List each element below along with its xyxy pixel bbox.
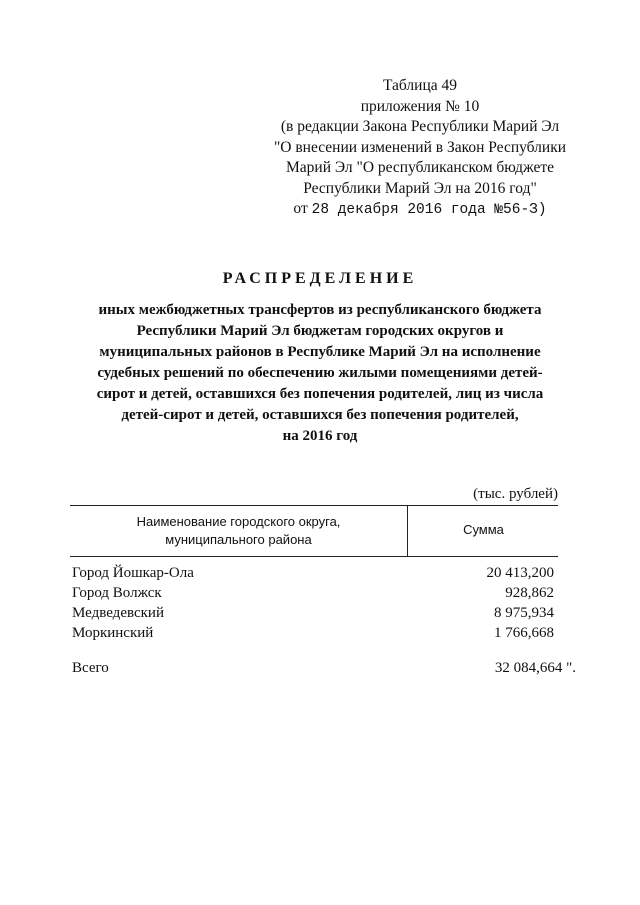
edition-line-1: (в редакции Закона Республики Марий Эл xyxy=(280,118,560,135)
row-sum: 1 766,668 xyxy=(494,625,554,641)
total-label: Всего xyxy=(72,660,109,676)
subtitle-line: на 2016 год xyxy=(282,428,358,444)
column-header-sum: Сумма xyxy=(463,522,504,537)
law-date-line xyxy=(250,199,590,221)
row-name: Город Волжск xyxy=(72,585,162,601)
appendix-header xyxy=(250,76,590,221)
column-divider xyxy=(407,506,408,556)
edition-line-2: "О внесении изменений в Закон Республики xyxy=(273,138,567,156)
total-sum: 32 084,664 ". xyxy=(494,660,576,676)
edition-line-3: Марий Эл "О республиканском бюджете xyxy=(285,159,554,176)
table-row xyxy=(72,605,554,625)
document-subtitle xyxy=(60,300,580,447)
document-title: РАСПРЕДЕЛЕНИЕ xyxy=(222,270,418,287)
subtitle-line: муниципальных районов в Республике Марий Эл на исполнение xyxy=(99,344,541,360)
law-date-number: 28 декабря 2016 года №56-З) xyxy=(311,202,547,218)
subtitle-line: детей-сирот и детей, оставшихся без попечения родителей, xyxy=(121,407,519,423)
row-name: Медведевский xyxy=(72,605,164,621)
row-sum: 20 413,200 xyxy=(486,565,554,581)
appendix-label: приложения № 10 xyxy=(360,97,480,115)
column-header-name-line-2: муниципального района xyxy=(165,532,312,547)
table-number-label: Таблица 49 xyxy=(382,77,458,94)
table-row xyxy=(72,625,554,645)
column-header-name xyxy=(70,513,407,549)
subtitle-line: Республики Марий Эл бюджетам городских округов и xyxy=(136,323,504,339)
subtitle-line: судебных решений по обеспечению жилыми помещениями детей- xyxy=(97,365,543,381)
date-prefix: от xyxy=(293,200,308,217)
row-name: Город Йошкар-Ола xyxy=(72,565,194,581)
units-label: (тыс. рублей) xyxy=(473,486,558,502)
table-header xyxy=(70,505,558,557)
subtitle-line: сирот и детей, оставшихся без попечения родителей, лиц из числа xyxy=(96,386,544,402)
row-name: Моркинский xyxy=(72,625,154,641)
row-sum: 928,862 xyxy=(505,585,554,601)
column-header-name-line-1: Наименование городского округа, xyxy=(136,514,341,529)
row-sum: 8 975,934 xyxy=(494,605,554,621)
edition-line-4: Республики Марий Эл на 2016 год" xyxy=(303,179,537,197)
table-row xyxy=(72,585,554,605)
table-row xyxy=(72,565,554,585)
subtitle-line: иных межбюджетных трансфертов из республиканского бюджета xyxy=(98,302,542,318)
